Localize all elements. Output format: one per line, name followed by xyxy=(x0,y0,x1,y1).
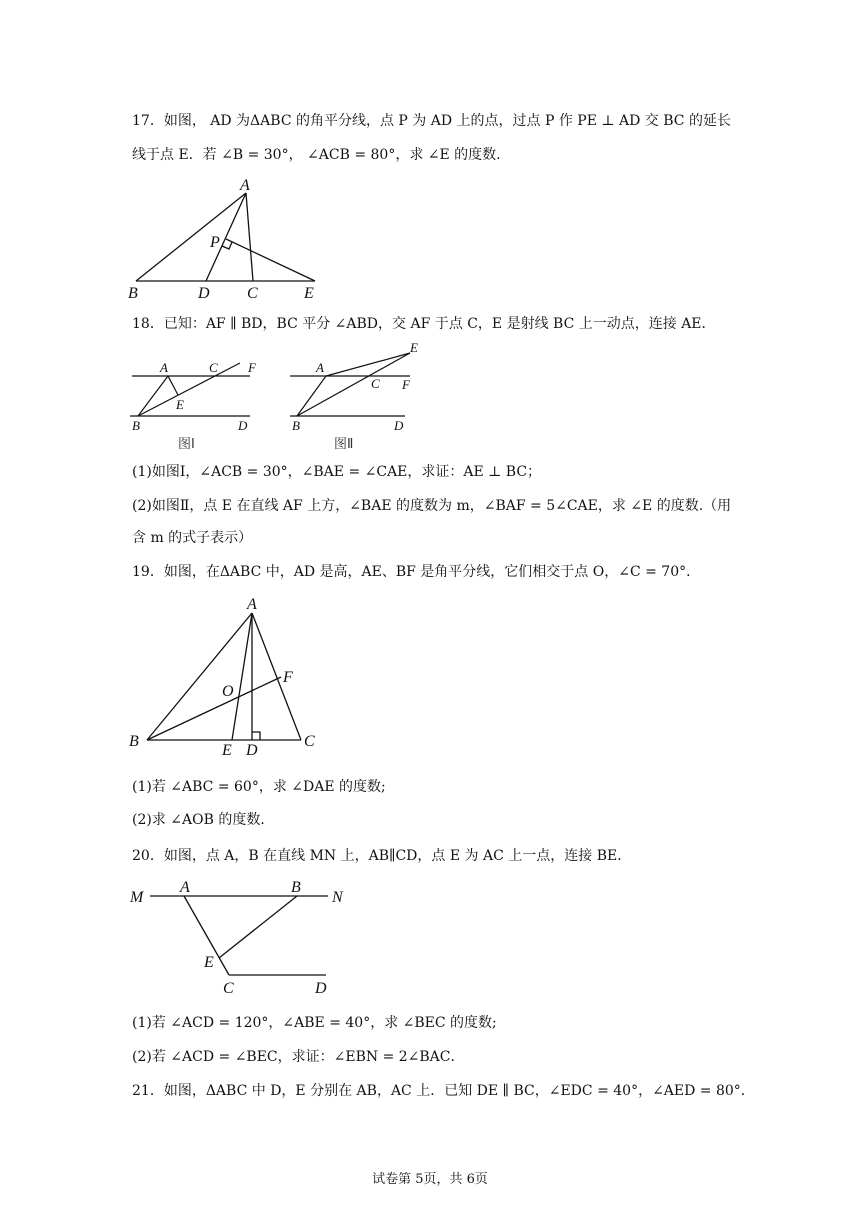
q18-fig1-label-E: E xyxy=(176,397,184,412)
q19-label-B: B xyxy=(129,733,139,750)
q18-fig1-caption: 图Ⅰ xyxy=(178,437,195,452)
q18-fig1-label-B: B xyxy=(132,418,140,433)
q19-part1: (1)若 ∠ABC = 60°，求 ∠DAE 的度数; xyxy=(132,779,386,795)
q19-label-E: E xyxy=(222,742,232,759)
q18-fig2-label-A: A xyxy=(316,360,324,375)
q18-fig2-label-D: D xyxy=(394,418,404,433)
q18-fig2-label-E: E xyxy=(410,340,418,355)
q18-fig2-label-B: B xyxy=(292,418,300,433)
q20-part1: (1)若 ∠ACD = 120°，∠ABE = 40°，求 ∠BEC 的度数; xyxy=(132,1015,497,1031)
q18-text-line1: 18．已知：AF ∥ BD，BC 平分 ∠ABD，交 AF 于点 C，E 是射线 BC 上一动点，连接 AE． xyxy=(132,316,716,332)
q17-label-D: D xyxy=(198,285,210,302)
q21-text-line1: 21．如图，ΔABC 中 D，E 分别在 AB，AC 上．已知 DE ∥ BC，∠EDC = 40°，∠AED = 80°． xyxy=(132,1083,755,1099)
q19-label-C: C xyxy=(304,733,315,750)
q17-label-A: A xyxy=(240,177,250,194)
q17-label-P: P xyxy=(210,234,220,251)
page-footer: 试卷第 5页，共 6页 xyxy=(372,1172,488,1187)
q18-part2-line2: 含 m 的式子表示） xyxy=(132,530,253,546)
q17-label-C: C xyxy=(247,285,258,302)
q17-label-E: E xyxy=(304,285,314,302)
q20-text-line1: 20．如图，点 A，B 在直线 MN 上，AB∥CD，点 E 为 AC 上一点，连接 BE． xyxy=(132,848,632,864)
q19-part2: (2)求 ∠AOB 的度数. xyxy=(132,812,265,828)
q20-part2: (2)若 ∠ACD = ∠BEC，求证：∠EBN = 2∠BAC． xyxy=(132,1049,465,1065)
q19-label-O: O xyxy=(222,683,234,700)
q20-label-B: B xyxy=(291,879,301,896)
q20-label-D: D xyxy=(315,980,327,997)
q18-fig1-label-C: C xyxy=(209,360,218,375)
q18-fig2-label-C: C xyxy=(371,376,380,391)
q18-fig2-label-F: F xyxy=(402,377,410,392)
q18-fig2-caption: 图Ⅱ xyxy=(334,437,354,452)
q19-text-line1: 19．如图，在ΔABC 中，AD 是高，AE、BF 是角平分线，它们相交于点 O，∠C = 70°． xyxy=(132,564,701,580)
q17-text-line2: 线于点 E．若 ∠B = 30°， ∠ACB = 80°，求 ∠E 的度数. xyxy=(132,147,501,163)
q19-label-D: D xyxy=(246,742,258,759)
q19-label-F: F xyxy=(283,669,293,686)
q18-fig1-label-A: A xyxy=(160,360,168,375)
q20-label-E: E xyxy=(204,954,214,971)
q18-part1: (1)如图Ⅰ，∠ACB = 30°，∠BAE = ∠CAE，求证：AE ⊥ BC； xyxy=(132,464,542,480)
q20-label-A: A xyxy=(180,879,190,896)
q17-text-line1: 17．如图， AD 为ΔABC 的角平分线，点 P 为 AD 上的点，过点 P 作 PE ⊥ AD 交 BC 的延长 xyxy=(132,113,731,129)
q18-fig1-label-F: F xyxy=(248,360,256,375)
q18-part2-line1: (2)如图Ⅱ，点 E 在直线 AF 上方，∠BAE 的度数为 m，∠BAF = 5∠CAE，求 ∠E 的度数.（用 xyxy=(132,498,732,514)
q19-label-A: A xyxy=(247,596,257,613)
q20-label-N: N xyxy=(332,889,343,906)
q18-fig1-label-D: D xyxy=(238,418,248,433)
q20-label-C: C xyxy=(223,980,234,997)
q17-label-B: B xyxy=(128,285,138,302)
q20-label-M: M xyxy=(130,889,144,906)
